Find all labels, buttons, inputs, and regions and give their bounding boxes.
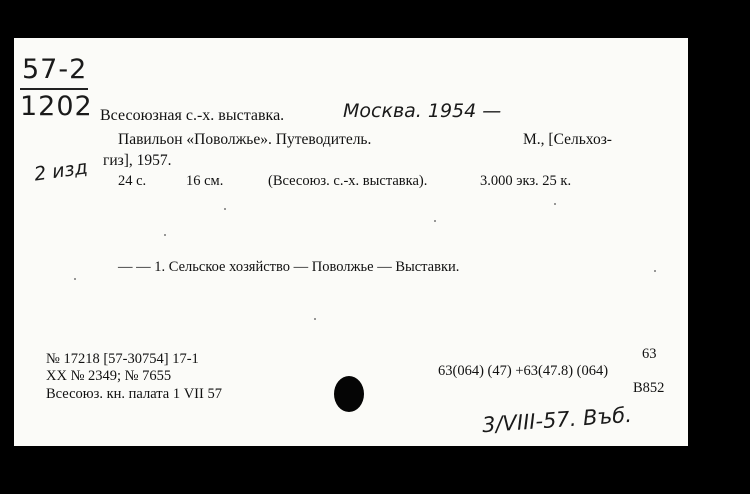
handwritten-date-initials: 3/VIII-57. Въб.	[481, 402, 633, 438]
publisher-line-2: гиз], 1957.	[103, 152, 172, 169]
handwritten-side-note: 2 изд	[32, 156, 89, 186]
ink-blot	[334, 376, 364, 412]
subject-heading: — — 1. Сельское хозяйство — Поволжье — Выставки.	[118, 259, 460, 275]
card-title: Павильон «Поволжье». Путеводитель.	[118, 131, 372, 148]
dimensions: 16 см.	[186, 173, 224, 189]
speck	[74, 278, 76, 280]
classification-line-2: 63(064) (47) +63(47.8) (064)	[438, 363, 609, 379]
handwritten-place-year: Москва. 1954 —	[343, 100, 502, 122]
shelfmark-bottom: 1202	[20, 91, 93, 122]
speck	[654, 270, 656, 272]
classification-line-1: 63	[642, 346, 657, 362]
shelfmark-divider	[20, 88, 88, 90]
record-number-line-1: № 17218 [57-30754] 17-1	[46, 351, 199, 367]
shelfmark-top: 57-2	[22, 54, 88, 85]
speck	[554, 203, 556, 205]
record-number-line-2: XX № 2349; № 7655	[46, 368, 172, 384]
catalog-card	[14, 38, 688, 446]
speck	[434, 220, 436, 222]
publisher-line-1: М., [Сельхоз-	[523, 131, 612, 148]
speck	[224, 208, 226, 210]
card-heading: Всесоюзная с.-х. выставка.	[100, 107, 285, 124]
series-statement: (Всесоюз. с.-х. выставка).	[268, 173, 428, 189]
speck	[164, 234, 166, 236]
collation: 24 с.	[118, 173, 147, 189]
classification-line-3: В852	[633, 380, 665, 396]
print-run-price: 3.000 экз. 25 к.	[480, 173, 572, 189]
speck	[314, 318, 316, 320]
record-number-line-3: Всесоюз. кн. палата 1 VII 57	[46, 386, 222, 402]
